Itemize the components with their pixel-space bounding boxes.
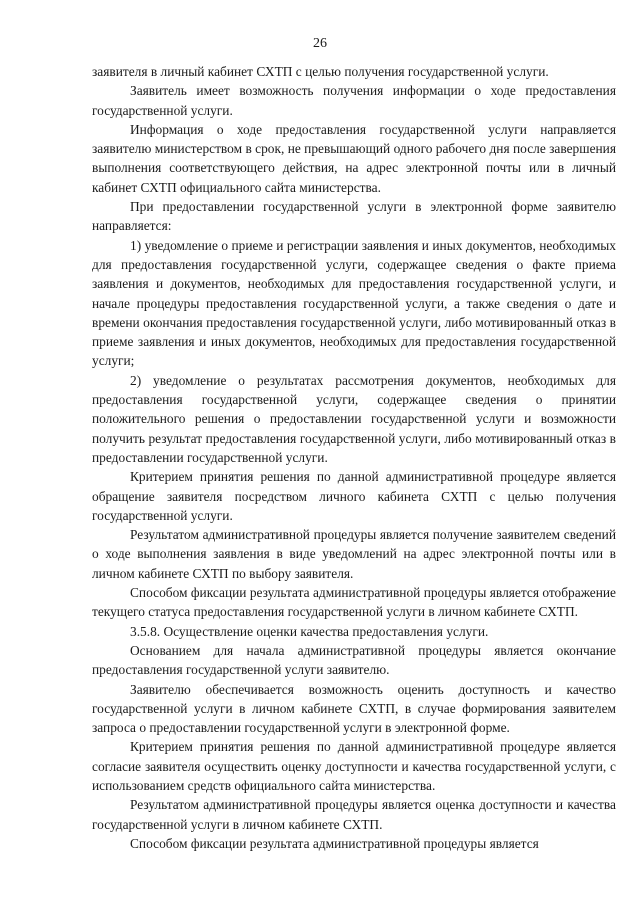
paragraph: Информация о ходе предоставления государственной услуги направляется заявителю министерством в срок, не превышающий одного рабочего дня после завершения выполнения соответствующего действия, на адрес электронной почты или в личный кабинет СХТП официального сайта министерства. xyxy=(92,121,616,195)
paragraph: Критерием принятия решения по данной административной процедуре является обращение заявителя посредством личного кабинета СХТП с целью получения государственной услуги. xyxy=(92,469,616,523)
list-item: 1) уведомление о приеме и регистрации заявления и иных документов, необходимых для предоставления государственной услуги, содержащее сведения о факте приема заявления и документов, необходимых для предоставления государственной услуги, и начале процедуры предоставления государственной услуги, а также сведения о дате и времени окончания предоставления государственной услуги, либо мотивированный отказ в приеме заявления и иных документов, необходимых для предоставления государственной услуги; xyxy=(92,237,616,369)
paragraph: Результатом административной процедуры является оценка доступности и качества государственной услуги в личном кабинете СХТП. xyxy=(92,797,616,832)
paragraph: Результатом административной процедуры является получение заявителем сведений о ходе выполнения заявления в виде уведомлений на адрес электронной почты или в личном кабинете СХТП по выбору заявителя. xyxy=(92,527,616,581)
paragraph: Заявителю обеспечивается возможность оценить доступность и качество государственной услуги в личном кабинете СХТП, в случае формирования заявителем запроса о предоставлении государственной услуги в электронной форме. xyxy=(92,681,616,736)
paragraph: Способом фиксации результата административной процедуры является отображение текущего статуса предоставления государственной услуги в личном кабинете СХТП. xyxy=(92,585,616,620)
paragraph: Способом фиксации результата административной процедуры является xyxy=(130,835,539,851)
paragraph: заявителя в личный кабинет СХТП с целью получения государственной услуги. xyxy=(92,64,549,79)
list-item: 2) уведомление о результатах рассмотрения документов, необходимых для предоставления государственной услуги, содержащее сведения о принятии положительного решения о предоставлении государственной услуги и возможности получить результат предоставления государственной услуги, либо мотивированный отказ в предоставлении государственной услуги. xyxy=(92,372,616,465)
page-number: 26 xyxy=(313,36,327,51)
paragraph: Критерием принятия решения по данной административной процедуре является согласие заявителя осуществить оценку доступности и качества государственной услуги, с использованием средств официального сайта министерства. xyxy=(92,739,616,793)
paragraph: Заявитель имеет возможность получения информации о ходе предоставления государственной услуги. xyxy=(92,83,616,118)
document-body xyxy=(92,62,616,853)
paragraph: Основанием для начала административной процедуры является окончание предоставления государственной услуги заявителю. xyxy=(92,642,616,678)
paragraph: При предоставлении государственной услуги в электронной форме заявителю направляется: xyxy=(92,199,616,234)
section-heading: 3.5.8. Осуществление оценки качества предоставления услуги. xyxy=(130,623,489,639)
